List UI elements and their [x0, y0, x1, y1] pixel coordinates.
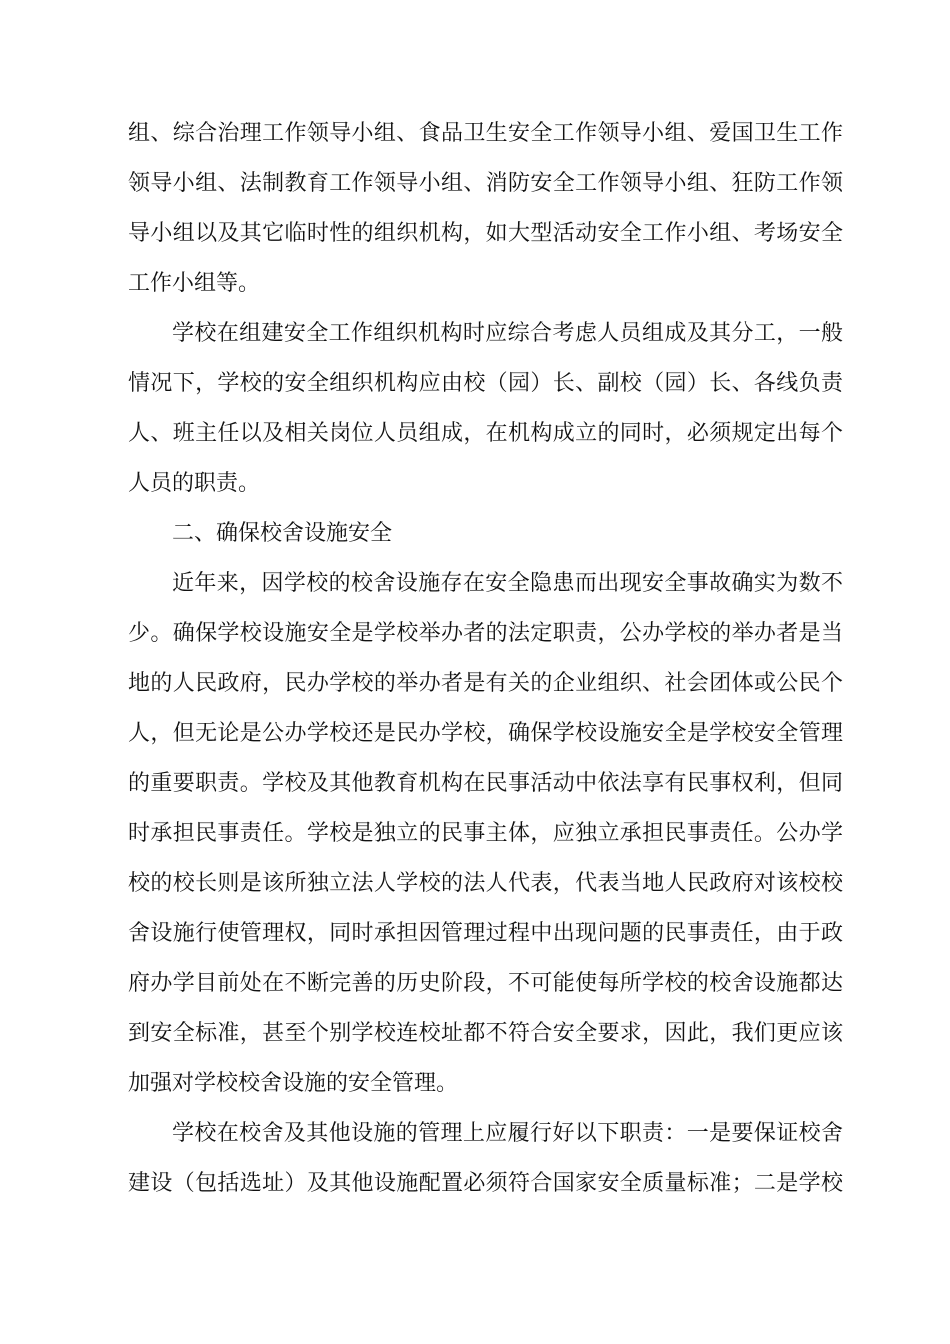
section-heading: 二、确保校舍设施安全 — [172, 521, 393, 546]
paragraph-line: 情况下，学校的安全组织机构应由校（园）长、副校（园）长、各线负责 — [128, 371, 843, 396]
paragraph-line: 学校在校舍及其他设施的管理上应履行好以下职责：一是要保证校舍 — [172, 1121, 843, 1146]
paragraph-line: 校的校长则是该所独立法人学校的法人代表，代表当地人民政府对该校校 — [128, 871, 843, 896]
paragraph-line: 的重要职责。学校及其他教育机构在民事活动中依法享有民事权利，但同 — [128, 771, 843, 796]
paragraph-line: 人，但无论是公办学校还是民办学校，确保学校设施安全是学校安全管理 — [128, 721, 843, 746]
paragraph-line: 近年来，因学校的校舍设施存在安全隐患而出现安全事故确实为数不 — [172, 571, 843, 596]
paragraph-line: 加强对学校校舍设施的安全管理。 — [128, 1071, 459, 1096]
paragraph-line: 学校在组建安全工作组织机构时应综合考虑人员组成及其分工，一般 — [172, 321, 843, 346]
paragraph-line: 工作小组等。 — [128, 271, 261, 296]
paragraph-line: 少。确保学校设施安全是学校举办者的法定职责，公办学校的举办者是当 — [128, 621, 843, 646]
paragraph-line: 时承担民事责任。学校是独立的民事主体，应独立承担民事责任。公办学 — [128, 821, 843, 846]
paragraph-line: 地的人民政府，民办学校的举办者是有关的企业组织、社会团体或公民个 — [128, 671, 843, 696]
paragraph-line: 人、班主任以及相关岗位人员组成，在机构成立的同时，必须规定出每个 — [128, 421, 843, 446]
paragraph-line: 建设（包括选址）及其他设施配置必须符合国家安全质量标准；二是学校 — [128, 1171, 843, 1196]
paragraph-line: 组、综合治理工作领导小组、食品卫生安全工作领导小组、爱国卫生工作 — [128, 121, 843, 146]
paragraph-line: 领导小组、法制教育工作领导小组、消防安全工作领导小组、狂防工作领 — [128, 171, 843, 196]
paragraph-line: 人员的职责。 — [128, 471, 261, 496]
paragraph-line: 导小组以及其它临时性的组织机构，如大型活动安全工作小组、考场安全 — [128, 221, 843, 246]
paragraph-line: 府办学目前处在不断完善的历史阶段，不可能使每所学校的校舍设施都达 — [128, 971, 843, 996]
paragraph-line: 到安全标准，甚至个别学校连校址都不符合安全要求，因此，我们更应该 — [128, 1021, 843, 1046]
paragraph-line: 舍设施行使管理权，同时承担因管理过程中出现问题的民事责任，由于政 — [128, 921, 843, 946]
